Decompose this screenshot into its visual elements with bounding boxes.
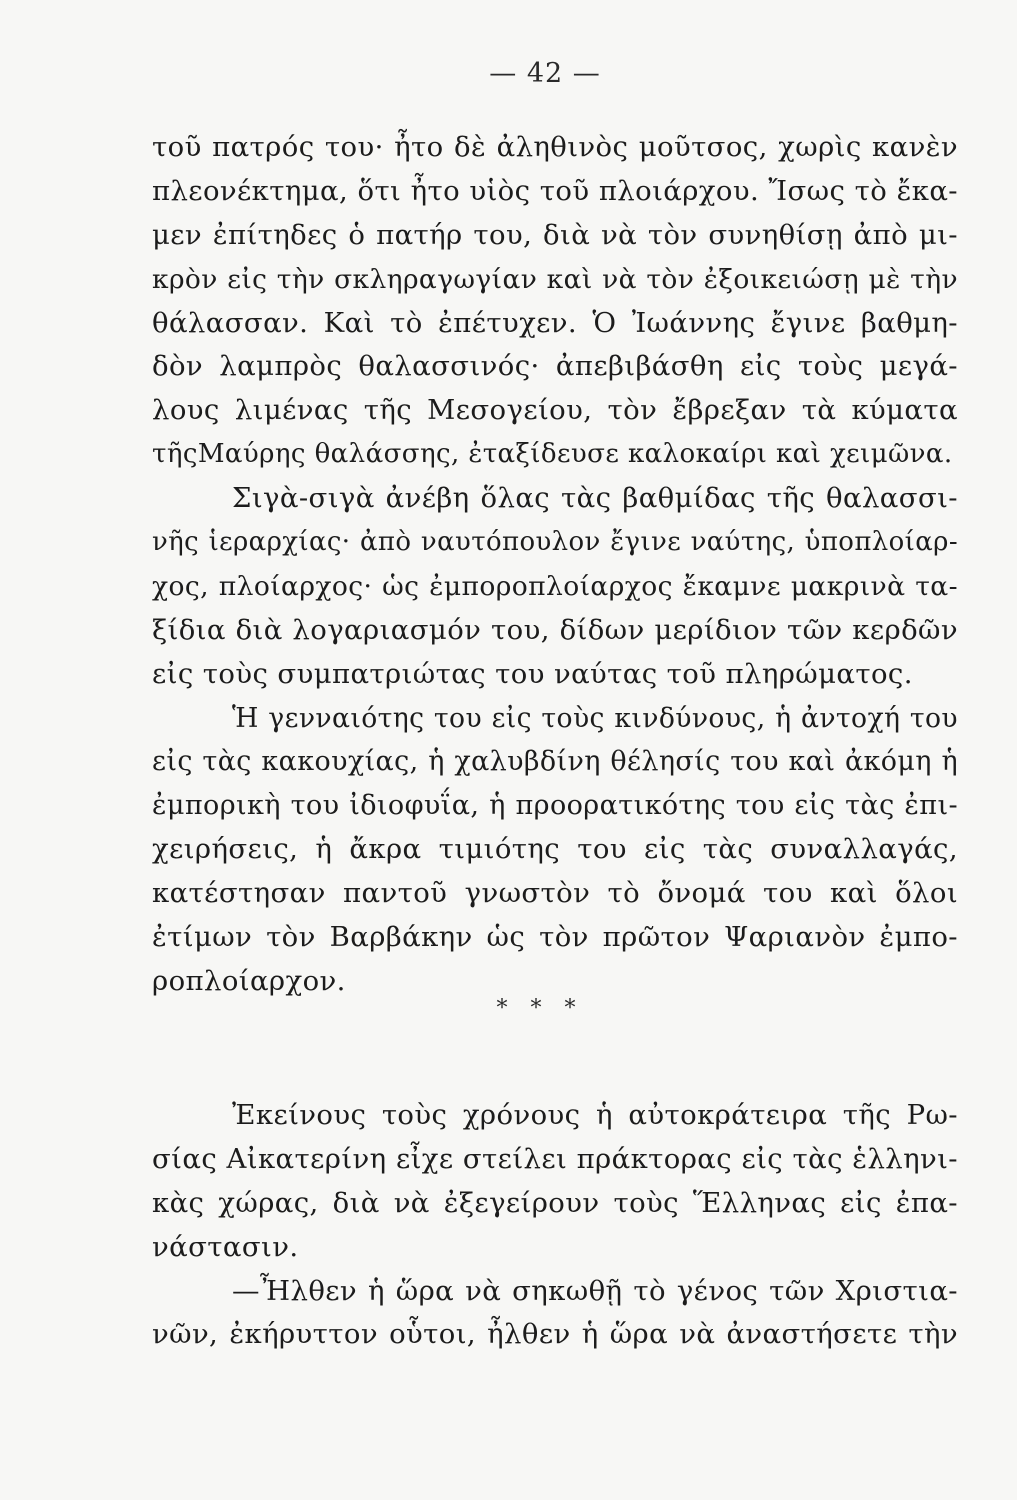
text-line: θάλασσαν. Καὶ τὸ ἐπέτυχεν. Ὁ Ἰωάννης ἔγινε βαθμη- xyxy=(152,306,958,339)
text-line: ἐτίμων τὸν Βαρβάκην ὡς τὸν πρῶτον Ψαριανὸν ἐμπο- xyxy=(152,921,958,954)
text-line: νάστασιν. xyxy=(152,1230,299,1263)
text-line: εἰς τὰς κακουχίας, ἡ χαλυβδίνη θέλησίς του καὶ ἀκόμη ἡ xyxy=(152,746,958,778)
page-number: — 42 — xyxy=(489,58,601,89)
text-line: μεν ἐπίτηδες ὁ πατήρ του, διὰ νὰ τὸν συνηθίσῃ ἀπὸ μι- xyxy=(152,218,958,251)
text-line: χειρήσεις, ἡ ἄκρα τιμιότης του εἰς τὰς συναλλαγάς, xyxy=(152,833,958,866)
text-line: τοῦ πατρός του· ἦτο δὲ ἀληθινὸς μοῦτσος, χωρὶς κανὲν xyxy=(152,131,958,163)
text-line: δὸν λαμπρὸς θαλασσινός· ἀπεβιβάσθη εἰς τοὺς μεγά- xyxy=(152,350,958,383)
text-line: ξίδια διὰ λογαριασμόν του, δίδων μερίδιον τῶν κερδῶν xyxy=(152,613,958,646)
text-line: Ἐκείνους τοὺς χρόνους ἡ αὐτοκράτειρα τῆς Ρω- xyxy=(232,1099,958,1131)
text-line: χος, πλοίαρχος· ὡς ἐμποροπλοίαρχος ἔκαμνε μακρινὰ τα- xyxy=(152,570,958,602)
text-line: κρὸν εἰς τὴν σκληραγωγίαν καὶ νὰ τὸν ἐξοικειώσῃ μὲ τὴν xyxy=(152,263,958,295)
text-line: σίας Αἰκατερίνη εἶχε στείλει πράκτορας εἰς τὰς ἑλληνι- xyxy=(152,1142,958,1175)
paragraph-block-2 xyxy=(152,1094,958,1357)
text-line: κατέστησαν παντοῦ γνωστὸν τὸ ὄνομά του καὶ ὅλοι xyxy=(152,877,958,910)
text-line: ροπλοίαρχον. xyxy=(152,964,346,997)
text-line: νῶν, ἐκήρυττον οὗτοι, ἦλθεν ἡ ὥρα νὰ ἀναστήσετε τὴν xyxy=(152,1318,958,1351)
text-line: νῆς ἱεραρχίας· ἀπὸ ναυτόπουλον ἔγινε ναύτης, ὑποπλοίαρ- xyxy=(152,527,958,558)
paragraph-block-1 xyxy=(152,126,958,1004)
section-separator: * * * xyxy=(496,996,584,1021)
text-line: πλεονέκτημα, ὅτι ἦτο υἱὸς τοῦ πλοιάρχου. Ἴσως τὸ ἔκα- xyxy=(152,174,958,207)
text-line: Ἡ γενναιότης του εἰς τοὺς κινδύνους, ἡ ἀντοχή του xyxy=(232,702,958,734)
text-line: ἐμπορικὴ του ἰδιοφυΐα, ἡ προορατικότης του εἰς τὰς ἐπι- xyxy=(152,790,958,822)
text-line: εἰς τοὺς συμπατριώτας του ναύτας τοῦ πληρώματος. xyxy=(152,657,913,690)
text-line: Σιγὰ-σιγὰ ἀνέβη ὅλας τὰς βαθμίδας τῆς θαλασσι- xyxy=(232,482,958,515)
text-line: λους λιμένας τῆς Μεσογείου, τὸν ἔβρεξαν τὰ κύματα xyxy=(152,394,958,427)
text-line: τῆςΜαύρης θαλάσσης, ἐταξίδευσε καλοκαίρι καὶ χειμῶνα. xyxy=(152,439,953,470)
text-line: —Ἦλθεν ἡ ὥρα νὰ σηκωθῇ τὸ γένος τῶν Χριστια- xyxy=(232,1274,958,1307)
text-line: κὰς χώρας, διὰ νὰ ἐξεγείρουν τοὺς Ἕλληνας εἰς ἐπα- xyxy=(152,1186,958,1219)
